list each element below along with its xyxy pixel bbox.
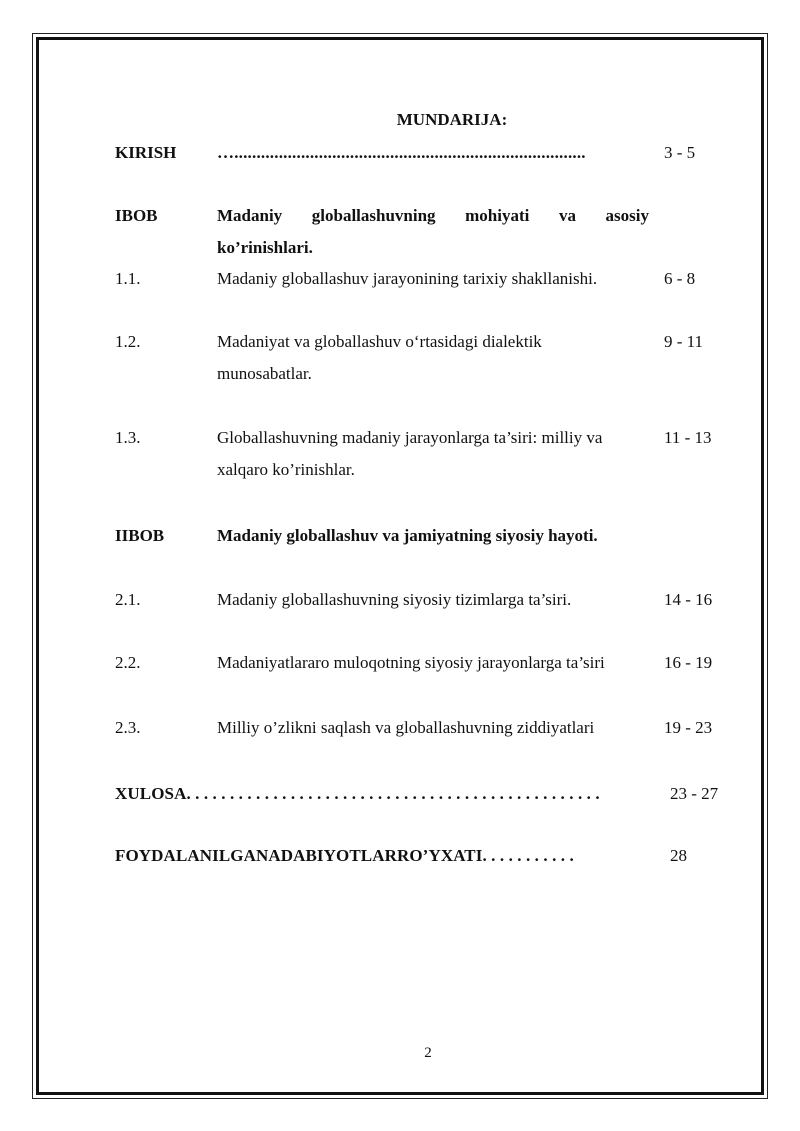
toc-number: 1.1. — [115, 269, 141, 288]
toc-number: 2.2. — [115, 653, 141, 672]
toc-section-title — [217, 326, 649, 390]
toc-label: IBOB — [115, 206, 158, 225]
toc-number: 2.1. — [115, 590, 141, 609]
toc-section-title: Milliy o’zlikni saqlash va globallashuvning ziddiyatlari — [217, 718, 595, 737]
toc-pages: 16 - 19 — [664, 653, 713, 672]
toc-title: MUNDARIJA: — [396, 110, 508, 129]
toc-leader-dots: …............................................................................... — [217, 143, 586, 162]
toc-pages: 11 - 13 — [664, 428, 712, 447]
toc-section-title-line2: xalqaro ko’rinishlar. — [217, 460, 355, 479]
page-border-inner — [36, 37, 764, 1095]
toc-chapter-title: Madaniy globallashuv va jamiyatning siyosiy hayoti. — [217, 526, 598, 545]
toc-pages: 9 - 11 — [664, 332, 704, 351]
toc-label: IIBOB — [115, 526, 165, 545]
page-number: 2 — [424, 1045, 432, 1061]
toc-number: 1.3. — [115, 428, 141, 447]
toc-section-title: Madaniy globallashuvning siyosiy tizimlarga ta’siri. — [217, 590, 572, 609]
toc-label: KIRISH — [115, 143, 177, 162]
toc-section-title: Madaniyatlararo muloqotning siyosiy jarayonlarga ta’siri — [217, 653, 605, 672]
toc-chapter-title-line2: ko’rinishlari. — [217, 238, 313, 257]
toc-pages: 14 - 16 — [664, 590, 713, 609]
toc-number: 2.3. — [115, 718, 141, 737]
toc-section-title-line2: munosabatlar. — [217, 364, 312, 383]
toc-section-title: Madaniy globallashuv jarayonining tarixiy shakllanishi. — [217, 269, 598, 288]
toc-chapter-title — [217, 200, 649, 264]
toc-section-title — [217, 422, 649, 486]
toc-pages: 23 - 27 — [670, 784, 719, 803]
toc-pages: 3 - 5 — [664, 143, 696, 162]
toc-label: XULOSA. . . . . . . . . . . . . . . . . . . . . . . . . . . . . . . . . . . . . . . . . . . . . . . . — [115, 784, 600, 803]
toc-pages: 6 - 8 — [664, 269, 696, 288]
toc-label: FOYDALANILGANADABIYOTLARRO’YXATI. . . . . . . . . . . — [115, 846, 574, 865]
toc-pages: 19 - 23 — [664, 718, 713, 737]
toc-section-title-line1: Madaniyat va globallashuv oʻrtasidagi dialektik — [217, 332, 542, 351]
toc-pages: 28 — [670, 846, 687, 865]
toc-section-title-line1: Globallashuvning madaniy jarayonlarga ta’siri: milliy va — [217, 428, 603, 447]
toc-number: 1.2. — [115, 332, 141, 351]
toc-chapter-title-line1: Madaniy globallashuvning mohiyati va asosiy — [217, 206, 649, 225]
